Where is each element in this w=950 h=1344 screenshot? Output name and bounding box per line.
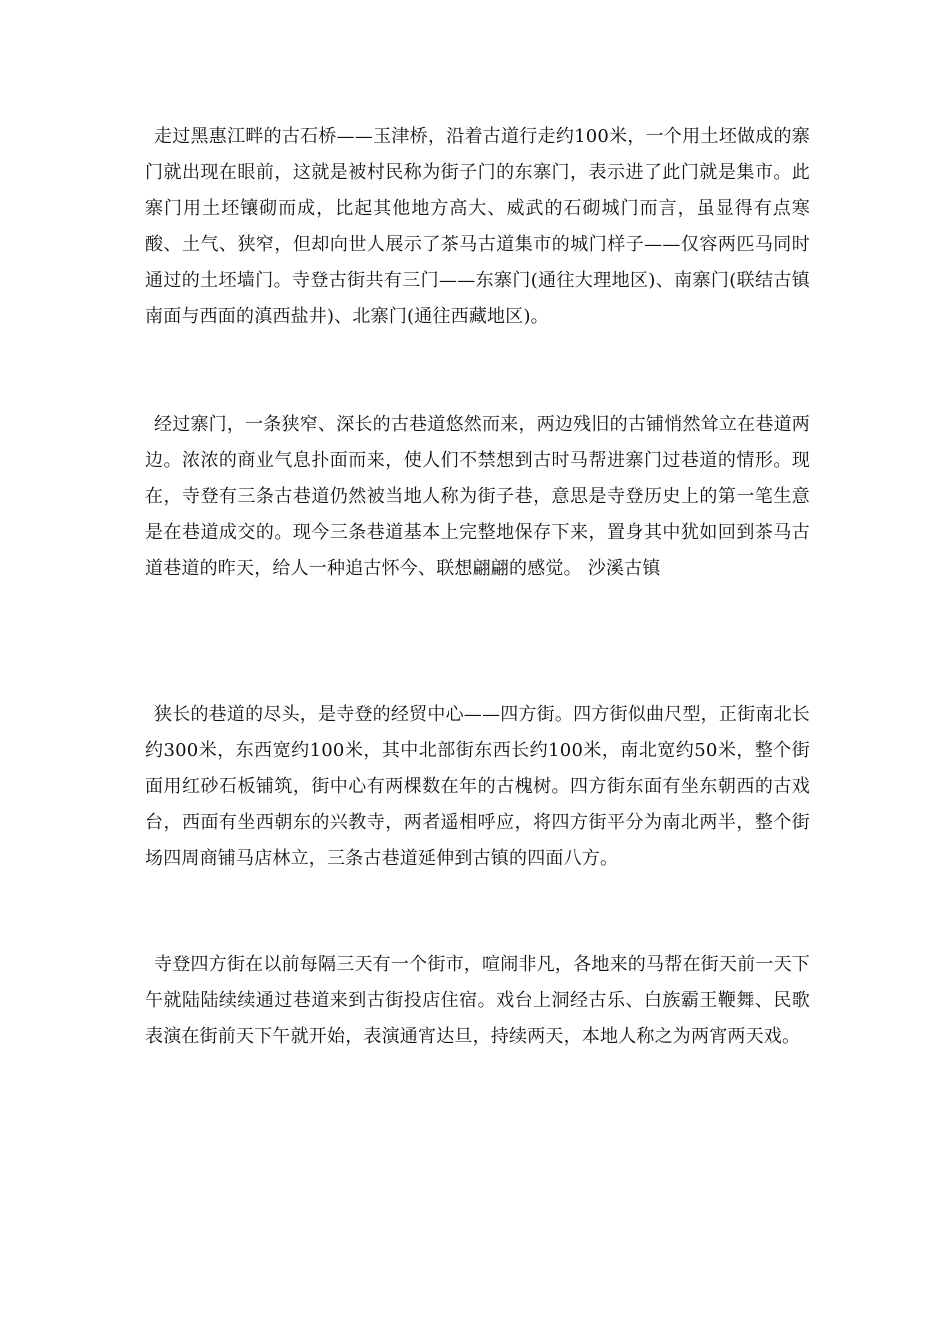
paragraph-market-days: 寺登四方街在以前每隔三天有一个街市，喧闹非凡，各地来的马帮在街天前一天下午就陆陆续续通过巷道来到古街投店住宿。戏台上洞经古乐、白族霸王鞭舞、民歌表演在街前天下午就开始，表演通宵达旦，持续两天，本地人称之为两宵两天戏。	[145, 954, 810, 1047]
paragraph-alleys: 经过寨门，一条狭窄、深长的古巷道悠然而来，两边残旧的古铺悄然耸立在巷道两边。浓浓的商业气息扑面而来，使人们不禁想到古时马帮进寨门过巷道的情形。现在，寺登有三条古巷道仍然被当地人称为街子巷，意思是寺登历史上的第一笔生意是在巷道成交的。现今三条巷道基本上完整地保存下来，置身其中犹如回到茶马古道巷道的昨天，给人一种追古怀今、联想翩翩的感觉。 沙溪古镇	[145, 414, 810, 579]
paragraph-sifang-street: 狭长的巷道的尽头，是寺登的经贸中心——四方街。四方街似曲尺型，正街南北长约300米，东西宽约100米，其中北部街东西长约100米，南北宽约50米，整个街面用红砂石板铺筑，街中心有两棵数在年的古槐树。四方街东面有坐东朝西的古戏台，西面有坐西朝东的兴教寺，两者遥相呼应，将四方街平分为南北两半，整个街场四周商铺马店林立，三条古巷道延伸到古镇的四面八方。	[145, 704, 810, 869]
paragraph-east-gate: 走过黑惠江畔的古石桥——玉津桥，沿着古道行走约100米，一个用土坯做成的寨门就出现在眼前，这就是被村民称为街子门的东寨门，表示进了此门就是集市。此寨门用土坯镶砌而成，比起其他地方高大、威武的石砌城门而言，虽显得有点寒酸、土气、狭窄，但却向世人展示了茶马古道集市的城门样子——仅容两匹马同时通过的土坯墙门。寺登古街共有三门——东寨门(通往大理地区)、南寨门(联结古镇南面与西面的滇西盐井)、北寨门(通往西藏地区)。	[145, 126, 810, 327]
